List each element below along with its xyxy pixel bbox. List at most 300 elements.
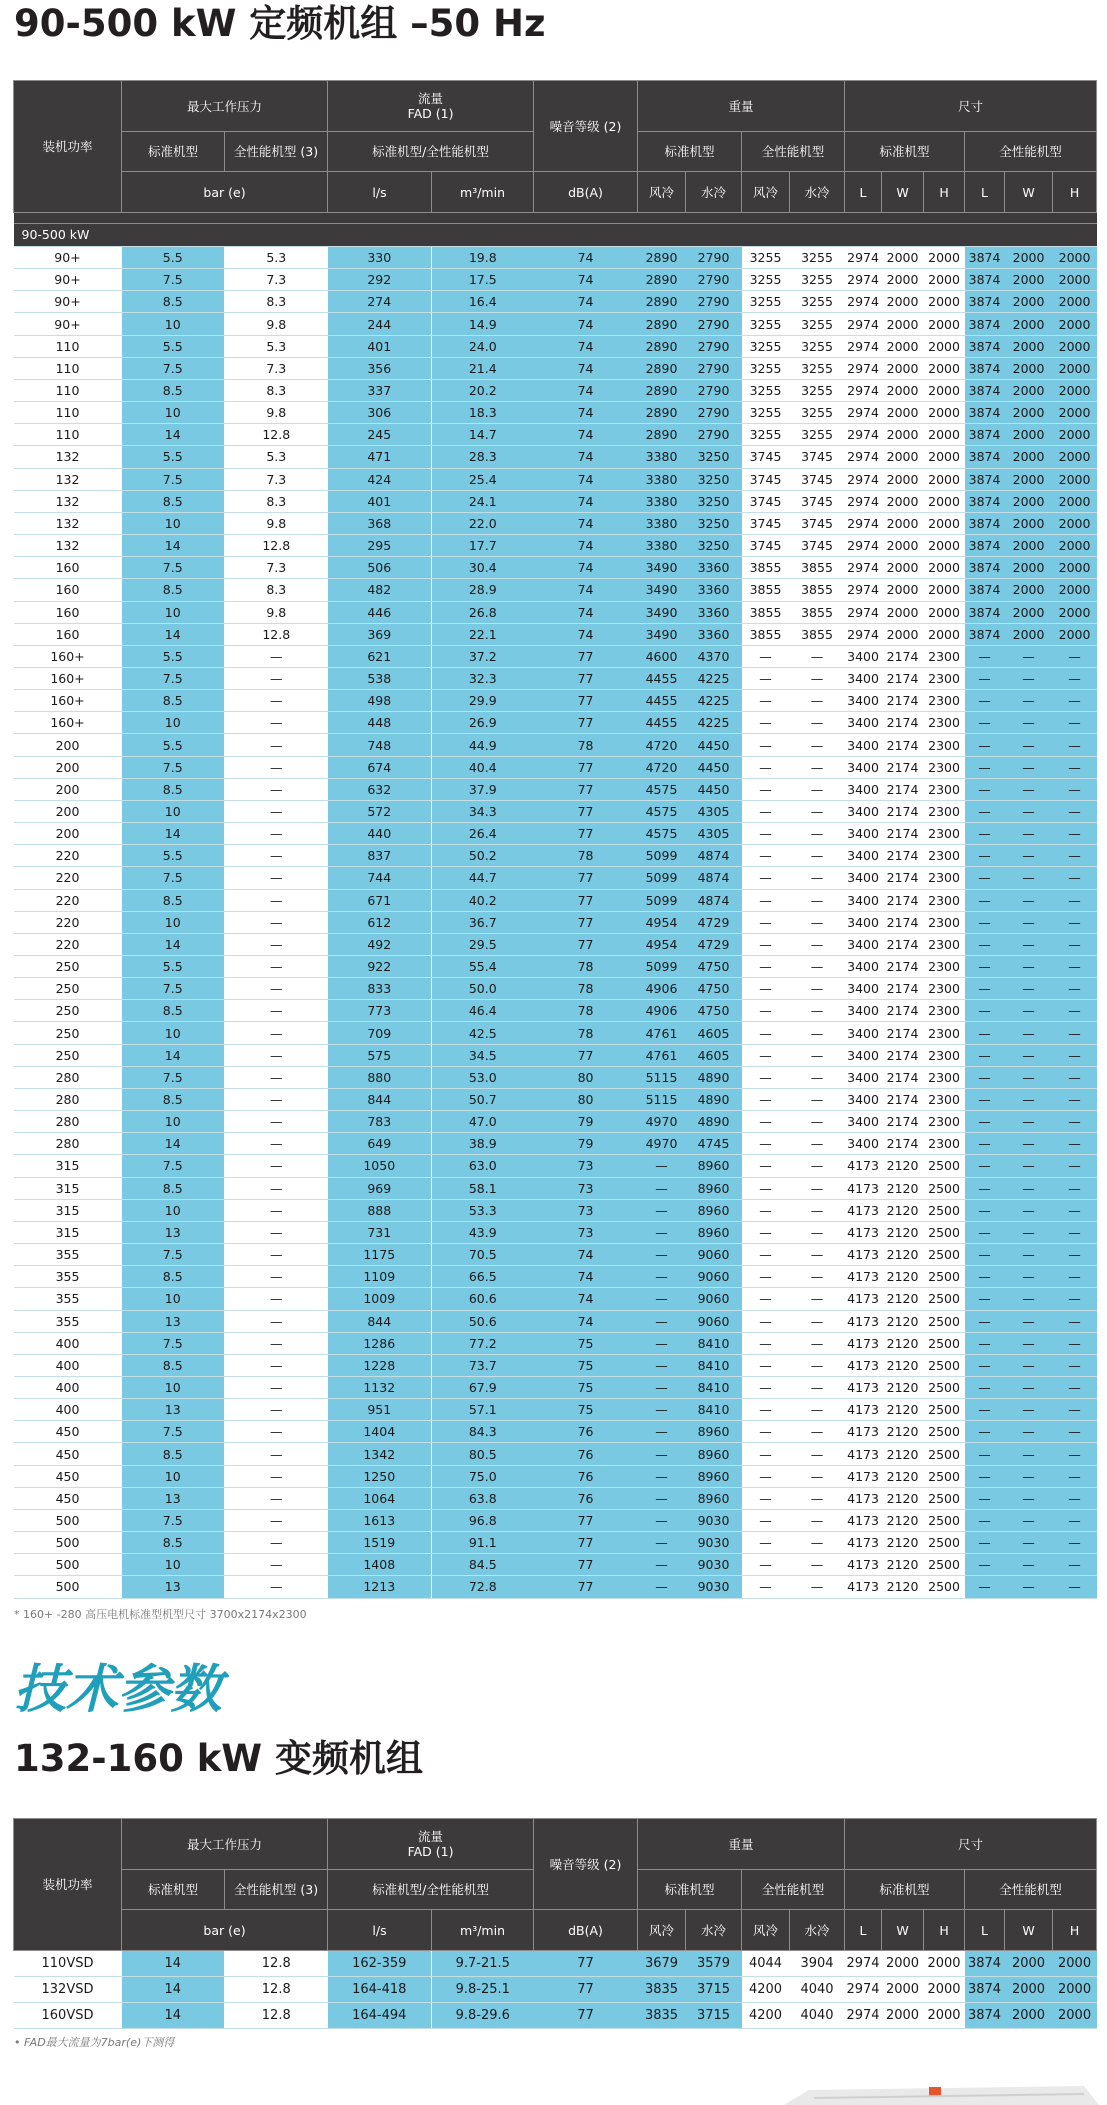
- cell-weight-std-water: 4874: [686, 889, 742, 911]
- cell-dim-full-l: —: [965, 867, 1005, 889]
- cell-dim-full-l: 3874: [965, 291, 1005, 313]
- cell-flow-ls: 632: [328, 778, 432, 800]
- cell-dim-full-w: 2000: [1005, 291, 1053, 313]
- cell-dim-full-w: —: [1005, 1199, 1053, 1221]
- cell-model: 110: [14, 335, 122, 357]
- cell-flow-m3: 26.8: [432, 601, 534, 623]
- cell-flow-m3: 28.3: [432, 446, 534, 468]
- cell-dim-std-l: 3400: [845, 712, 882, 734]
- cell-dim-std-l: 4173: [845, 1354, 882, 1376]
- cell-noise: 77: [534, 1554, 638, 1576]
- cell-dim-full-h: 2000: [1053, 601, 1097, 623]
- cell-dim-std-l: 3400: [845, 845, 882, 867]
- table-row: [14, 1509, 1097, 1531]
- cell-flow-m3: 16.4: [432, 291, 534, 313]
- cell-weight-full-water: 3855: [790, 579, 845, 601]
- cell-model: 400: [14, 1376, 122, 1398]
- cell-dim-full-w: 2000: [1005, 247, 1053, 269]
- cell-dim-std-w: 2174: [882, 867, 924, 889]
- cell-dim-full-w: 2000: [1005, 313, 1053, 335]
- cell-noise: 77: [534, 712, 638, 734]
- cell-dim-std-l: 3400: [845, 800, 882, 822]
- table-row: [14, 978, 1097, 1000]
- cell-flow-ls: 1519: [328, 1532, 432, 1554]
- cell-dim-full-w: 2000: [1005, 357, 1053, 379]
- flow-header-label: 流量: [418, 1829, 444, 1844]
- cell-noise: 78: [534, 956, 638, 978]
- cell-dim-std-w: 2120: [882, 1509, 924, 1531]
- cell-weight-std-water: 8410: [686, 1399, 742, 1421]
- cell-noise: 74: [534, 424, 638, 446]
- cell-dim-std-h: 2000: [924, 313, 965, 335]
- cell-pressure-std: 14: [122, 2003, 225, 2029]
- cell-pressure-std: 14: [122, 933, 225, 955]
- cell-weight-full-air: —: [742, 1354, 790, 1376]
- cell-dim-std-l: 3400: [845, 667, 882, 689]
- cell-noise: 80: [534, 1066, 638, 1088]
- weight-header: 重量: [638, 81, 845, 132]
- cell-flow-m3: 25.4: [432, 468, 534, 490]
- cell-pressure-std: 10: [122, 1376, 225, 1398]
- cell-weight-full-air: —: [742, 800, 790, 822]
- cell-weight-full-water: —: [790, 1532, 845, 1554]
- cell-pressure-std: 7.5: [122, 667, 225, 689]
- cell-dim-full-w: 2000: [1005, 1977, 1053, 2003]
- cell-pressure-full: 12.8: [225, 535, 328, 557]
- cell-dim-full-w: 2000: [1005, 468, 1053, 490]
- cell-dim-full-h: —: [1053, 1133, 1097, 1155]
- cell-pressure-std: 14: [122, 1133, 225, 1155]
- cell-dim-full-h: —: [1053, 1487, 1097, 1509]
- cell-weight-std-water: 8410: [686, 1354, 742, 1376]
- cell-dim-std-l: 4173: [845, 1376, 882, 1398]
- cell-weight-std-water: 3360: [686, 623, 742, 645]
- cell-weight-full-air: —: [742, 1266, 790, 1288]
- cell-weight-full-water: —: [790, 1310, 845, 1332]
- cell-weight-full-water: —: [790, 1155, 845, 1177]
- cell-model: 160+: [14, 690, 122, 712]
- cell-flow-ls: 844: [328, 1310, 432, 1332]
- cell-pressure-full: 8.3: [225, 579, 328, 601]
- cell-weight-full-air: 3255: [742, 335, 790, 357]
- cell-weight-std-air: 5099: [638, 867, 686, 889]
- cell-pressure-full: —: [225, 1177, 328, 1199]
- cell-weight-full-water: —: [790, 1066, 845, 1088]
- table-row: [14, 379, 1097, 401]
- cell-dim-full-h: —: [1053, 667, 1097, 689]
- cell-weight-std-air: 3490: [638, 579, 686, 601]
- cell-flow-m3: 37.2: [432, 645, 534, 667]
- cell-weight-full-air: —: [742, 823, 790, 845]
- cell-pressure-full: —: [225, 800, 328, 822]
- cell-dim-full-w: —: [1005, 1221, 1053, 1243]
- cell-flow-m3: 40.2: [432, 889, 534, 911]
- cell-dim-full-h: —: [1053, 911, 1097, 933]
- cell-weight-std-air: 3380: [638, 535, 686, 557]
- weight-std-header: 标准机型: [638, 1870, 742, 1910]
- cell-pressure-full: —: [225, 1487, 328, 1509]
- cell-weight-full-air: 3855: [742, 601, 790, 623]
- cell-dim-std-l: 2974: [845, 313, 882, 335]
- cell-weight-full-water: —: [790, 911, 845, 933]
- cell-dim-std-w: 2174: [882, 756, 924, 778]
- vsd-spec-table: [13, 1818, 1097, 2029]
- cell-weight-full-air: —: [742, 1177, 790, 1199]
- cell-model: 450: [14, 1465, 122, 1487]
- max-pressure-header: 最大工作压力: [122, 81, 328, 132]
- cell-noise: 77: [534, 1509, 638, 1531]
- cell-weight-full-water: 3745: [790, 535, 845, 557]
- cell-model: 200: [14, 778, 122, 800]
- cell-dim-full-w: 2000: [1005, 601, 1053, 623]
- cell-dim-std-l: 4173: [845, 1244, 882, 1266]
- cell-dim-std-l: 3400: [845, 1111, 882, 1133]
- cell-weight-full-air: —: [742, 978, 790, 1000]
- cell-weight-full-air: 3255: [742, 313, 790, 335]
- table-row: [14, 313, 1097, 335]
- cell-pressure-std: 7.5: [122, 269, 225, 291]
- cell-weight-std-water: 8410: [686, 1376, 742, 1398]
- cell-pressure-std: 8.5: [122, 379, 225, 401]
- table-row: [14, 778, 1097, 800]
- cell-weight-full-air: —: [742, 1244, 790, 1266]
- cell-dim-std-l: 3400: [845, 1044, 882, 1066]
- cell-noise: 74: [534, 335, 638, 357]
- cell-dim-std-h: 2000: [924, 468, 965, 490]
- cell-noise: 77: [534, 778, 638, 800]
- cell-dim-std-h: 2300: [924, 845, 965, 867]
- cell-weight-full-water: —: [790, 712, 845, 734]
- cell-weight-std-air: 4600: [638, 645, 686, 667]
- cell-dim-std-l: 2974: [845, 291, 882, 313]
- cell-weight-full-water: 4040: [790, 2003, 845, 2029]
- unit-L: L: [845, 1910, 882, 1951]
- cell-noise: 73: [534, 1155, 638, 1177]
- cell-pressure-std: 10: [122, 601, 225, 623]
- table-body: [14, 224, 1097, 1599]
- cell-weight-full-air: —: [742, 734, 790, 756]
- cell-weight-std-water: 2790: [686, 379, 742, 401]
- cell-dim-std-w: 2120: [882, 1288, 924, 1310]
- cell-dim-std-h: 2300: [924, 1111, 965, 1133]
- table-row: [14, 357, 1097, 379]
- cell-weight-std-air: —: [638, 1399, 686, 1421]
- cell-flow-ls: 1064: [328, 1487, 432, 1509]
- unit-m3: m³/min: [432, 1910, 534, 1951]
- cell-model: 250: [14, 978, 122, 1000]
- cell-weight-full-air: —: [742, 1155, 790, 1177]
- cell-dim-std-l: 4173: [845, 1221, 882, 1243]
- cell-dim-full-w: —: [1005, 734, 1053, 756]
- cell-pressure-std: 5.5: [122, 446, 225, 468]
- cell-flow-m3: 96.8: [432, 1509, 534, 1531]
- cell-dim-full-l: 3874: [965, 557, 1005, 579]
- cell-flow-m3: 57.1: [432, 1399, 534, 1421]
- cell-weight-std-water: 8960: [686, 1177, 742, 1199]
- cell-dim-std-l: 2974: [845, 490, 882, 512]
- cell-pressure-full: —: [225, 1421, 328, 1443]
- cell-weight-std-air: —: [638, 1487, 686, 1509]
- pressure-full-header: 全性能机型 (3): [225, 1870, 328, 1910]
- cell-dim-full-w: —: [1005, 1000, 1053, 1022]
- cell-weight-std-air: 3380: [638, 446, 686, 468]
- cell-pressure-full: 7.3: [225, 357, 328, 379]
- unit-W: W: [1005, 172, 1053, 213]
- cell-weight-full-water: —: [790, 1576, 845, 1598]
- cell-weight-std-air: 3490: [638, 601, 686, 623]
- dims-header: 尺寸: [845, 1819, 1097, 1870]
- cell-dim-full-h: —: [1053, 867, 1097, 889]
- cell-flow-ls: 245: [328, 424, 432, 446]
- cell-model: 160: [14, 601, 122, 623]
- cell-flow-ls: 306: [328, 402, 432, 424]
- cell-dim-std-h: 2500: [924, 1487, 965, 1509]
- cell-pressure-std: 10: [122, 1022, 225, 1044]
- cell-weight-full-water: 3855: [790, 601, 845, 623]
- table-row: [14, 690, 1097, 712]
- cell-dim-full-w: —: [1005, 933, 1053, 955]
- cell-weight-full-water: —: [790, 1354, 845, 1376]
- cell-noise: 73: [534, 1199, 638, 1221]
- cell-dim-std-h: 2500: [924, 1509, 965, 1531]
- cell-dim-std-h: 2300: [924, 1000, 965, 1022]
- cell-flow-ls: 446: [328, 601, 432, 623]
- cell-dim-full-l: —: [965, 845, 1005, 867]
- cell-pressure-full: —: [225, 978, 328, 1000]
- cell-weight-full-air: —: [742, 1133, 790, 1155]
- cell-flow-ls: 1286: [328, 1332, 432, 1354]
- cell-dim-std-l: 3400: [845, 889, 882, 911]
- cell-dim-full-l: —: [965, 1376, 1005, 1398]
- cell-noise: 78: [534, 1022, 638, 1044]
- cell-weight-std-water: 3250: [686, 535, 742, 557]
- table-row: [14, 1088, 1097, 1110]
- cell-weight-full-air: —: [742, 645, 790, 667]
- cell-pressure-full: —: [225, 1465, 328, 1487]
- cell-weight-std-air: 4954: [638, 933, 686, 955]
- cell-dim-std-w: 2000: [882, 623, 924, 645]
- cell-dim-full-l: 3874: [965, 424, 1005, 446]
- cell-flow-m3: 22.1: [432, 623, 534, 645]
- table-row: [14, 1465, 1097, 1487]
- cell-weight-std-water: 2790: [686, 335, 742, 357]
- unit-water: 水冷: [686, 172, 742, 213]
- weight-full-header: 全性能机型: [742, 1870, 845, 1910]
- table-row: [14, 889, 1097, 911]
- cell-pressure-full: —: [225, 933, 328, 955]
- cell-flow-ls: 709: [328, 1022, 432, 1044]
- cell-dim-std-h: 2500: [924, 1421, 965, 1443]
- cell-dim-std-l: 2974: [845, 402, 882, 424]
- cell-weight-full-water: —: [790, 756, 845, 778]
- unit-H: H: [924, 1910, 965, 1951]
- cell-weight-full-water: —: [790, 1244, 845, 1266]
- cell-dim-full-h: 2000: [1053, 535, 1097, 557]
- cell-weight-full-water: 3745: [790, 490, 845, 512]
- cell-flow-m3: 9.8-25.1: [432, 1977, 534, 2003]
- cell-dim-std-h: 2000: [924, 357, 965, 379]
- cell-pressure-std: 5.5: [122, 247, 225, 269]
- cell-dim-std-l: 3400: [845, 823, 882, 845]
- table-row: [14, 1244, 1097, 1266]
- cell-pressure-full: —: [225, 1044, 328, 1066]
- cell-dim-full-h: —: [1053, 978, 1097, 1000]
- cell-pressure-full: —: [225, 1244, 328, 1266]
- cell-dim-full-h: 2000: [1053, 490, 1097, 512]
- cell-flow-ls: 164-494: [328, 2003, 432, 2029]
- cell-flow-ls: 951: [328, 1399, 432, 1421]
- cell-pressure-full: 12.8: [225, 1977, 328, 2003]
- cell-dim-std-h: 2500: [924, 1177, 965, 1199]
- cell-dim-std-h: 2000: [924, 446, 965, 468]
- table-row: [14, 823, 1097, 845]
- cell-dim-std-h: 2500: [924, 1244, 965, 1266]
- cell-dim-std-h: 2000: [924, 579, 965, 601]
- cell-flow-ls: 1213: [328, 1576, 432, 1598]
- cell-dim-std-w: 2174: [882, 1133, 924, 1155]
- cell-weight-std-water: 3250: [686, 446, 742, 468]
- cell-pressure-full: —: [225, 1066, 328, 1088]
- cell-dim-full-l: 3874: [965, 446, 1005, 468]
- cell-dim-full-h: 2000: [1053, 424, 1097, 446]
- cell-weight-full-air: —: [742, 1465, 790, 1487]
- unit-H: H: [924, 172, 965, 213]
- cell-noise: 77: [534, 889, 638, 911]
- cell-dim-std-l: 3400: [845, 734, 882, 756]
- cell-weight-std-air: 2890: [638, 269, 686, 291]
- cell-noise: 76: [534, 1421, 638, 1443]
- fixed-speed-spec-table: [13, 80, 1097, 1599]
- cell-noise: 73: [534, 1177, 638, 1199]
- cell-flow-ls: 440: [328, 823, 432, 845]
- cell-dim-std-w: 2000: [882, 579, 924, 601]
- table-row: [14, 490, 1097, 512]
- table-row: [14, 756, 1097, 778]
- cell-dim-full-h: —: [1053, 1554, 1097, 1576]
- cell-weight-full-water: 3255: [790, 269, 845, 291]
- cell-dim-std-h: 2300: [924, 911, 965, 933]
- cell-noise: 77: [534, 667, 638, 689]
- cell-flow-m3: 26.9: [432, 712, 534, 734]
- cell-flow-ls: 844: [328, 1088, 432, 1110]
- cell-weight-full-water: 3855: [790, 557, 845, 579]
- cell-pressure-std: 10: [122, 512, 225, 534]
- cell-pressure-full: —: [225, 756, 328, 778]
- cell-dim-full-h: —: [1053, 823, 1097, 845]
- cell-weight-full-water: —: [790, 823, 845, 845]
- cell-dim-std-h: 2300: [924, 823, 965, 845]
- cell-dim-std-l: 4173: [845, 1332, 882, 1354]
- cell-weight-full-water: 3255: [790, 424, 845, 446]
- cell-noise: 74: [534, 313, 638, 335]
- cell-weight-std-water: 4225: [686, 667, 742, 689]
- cell-noise: 74: [534, 446, 638, 468]
- cell-weight-full-water: —: [790, 1199, 845, 1221]
- cell-pressure-std: 7.5: [122, 978, 225, 1000]
- cell-flow-m3: 22.0: [432, 512, 534, 534]
- cell-model: 90+: [14, 269, 122, 291]
- cell-dim-std-w: 2120: [882, 1399, 924, 1421]
- cell-model: 110: [14, 424, 122, 446]
- cell-weight-full-air: —: [742, 1532, 790, 1554]
- flow-header-sub: FAD (1): [407, 1844, 454, 1859]
- cell-weight-std-water: 9030: [686, 1532, 742, 1554]
- cell-pressure-full: 7.3: [225, 468, 328, 490]
- cell-dim-std-h: 2300: [924, 956, 965, 978]
- cell-model: 160VSD: [14, 2003, 122, 2029]
- cell-pressure-std: 8.5: [122, 579, 225, 601]
- cell-dim-std-w: 2000: [882, 601, 924, 623]
- cell-model: 280: [14, 1066, 122, 1088]
- cell-noise: 74: [534, 357, 638, 379]
- cell-dim-full-h: 2000: [1053, 313, 1097, 335]
- cell-pressure-full: 5.3: [225, 335, 328, 357]
- cell-dim-std-h: 2500: [924, 1554, 965, 1576]
- cell-dim-full-l: —: [965, 1266, 1005, 1288]
- cell-noise: 77: [534, 867, 638, 889]
- cell-weight-full-water: 3255: [790, 291, 845, 313]
- cell-flow-ls: 295: [328, 535, 432, 557]
- cell-dim-full-h: 2000: [1053, 247, 1097, 269]
- cell-dim-full-w: —: [1005, 1288, 1053, 1310]
- cell-weight-full-air: —: [742, 867, 790, 889]
- cell-flow-ls: 1050: [328, 1155, 432, 1177]
- cell-dim-std-l: 2974: [845, 357, 882, 379]
- cell-flow-ls: 162-359: [328, 1951, 432, 1977]
- cell-pressure-std: 10: [122, 800, 225, 822]
- cell-dim-std-h: 2000: [924, 1977, 965, 2003]
- cell-flow-ls: 731: [328, 1221, 432, 1243]
- cell-model: 200: [14, 800, 122, 822]
- cell-flow-ls: 1009: [328, 1288, 432, 1310]
- cell-weight-std-water: 4450: [686, 734, 742, 756]
- table1-title: 90-500 kW 定频机组 –50 Hz: [14, 2, 546, 45]
- cell-flow-ls: 833: [328, 978, 432, 1000]
- flow-std-full-header: 标准机型/全性能机型: [328, 132, 534, 172]
- cell-dim-full-l: —: [965, 1443, 1005, 1465]
- cell-weight-std-air: —: [638, 1554, 686, 1576]
- cell-flow-m3: 50.0: [432, 978, 534, 1000]
- cell-weight-std-air: 3380: [638, 468, 686, 490]
- cell-model: 132: [14, 446, 122, 468]
- table-row: [14, 867, 1097, 889]
- cell-dim-std-w: 2000: [882, 357, 924, 379]
- cell-pressure-full: 5.3: [225, 446, 328, 468]
- cell-model: 220: [14, 933, 122, 955]
- cell-dim-std-l: 4173: [845, 1199, 882, 1221]
- cell-noise: 78: [534, 1000, 638, 1022]
- cell-weight-std-air: 2890: [638, 379, 686, 401]
- table-row: [14, 446, 1097, 468]
- cell-flow-m3: 14.9: [432, 313, 534, 335]
- cell-flow-ls: 748: [328, 734, 432, 756]
- cell-dim-full-l: —: [965, 1111, 1005, 1133]
- cell-pressure-std: 8.5: [122, 778, 225, 800]
- cell-flow-ls: 471: [328, 446, 432, 468]
- cell-dim-full-w: 2000: [1005, 1951, 1053, 1977]
- cell-pressure-std: 8.5: [122, 1443, 225, 1465]
- cell-weight-std-water: 4305: [686, 823, 742, 845]
- cell-weight-std-air: 3490: [638, 623, 686, 645]
- cell-flow-ls: 401: [328, 490, 432, 512]
- cell-pressure-full: 12.8: [225, 2003, 328, 2029]
- cell-pressure-full: 12.8: [225, 1951, 328, 1977]
- cell-model: 315: [14, 1199, 122, 1221]
- cell-dim-full-l: —: [965, 1465, 1005, 1487]
- cell-weight-std-air: —: [638, 1310, 686, 1332]
- cell-flow-m3: 75.0: [432, 1465, 534, 1487]
- table-row: [14, 1443, 1097, 1465]
